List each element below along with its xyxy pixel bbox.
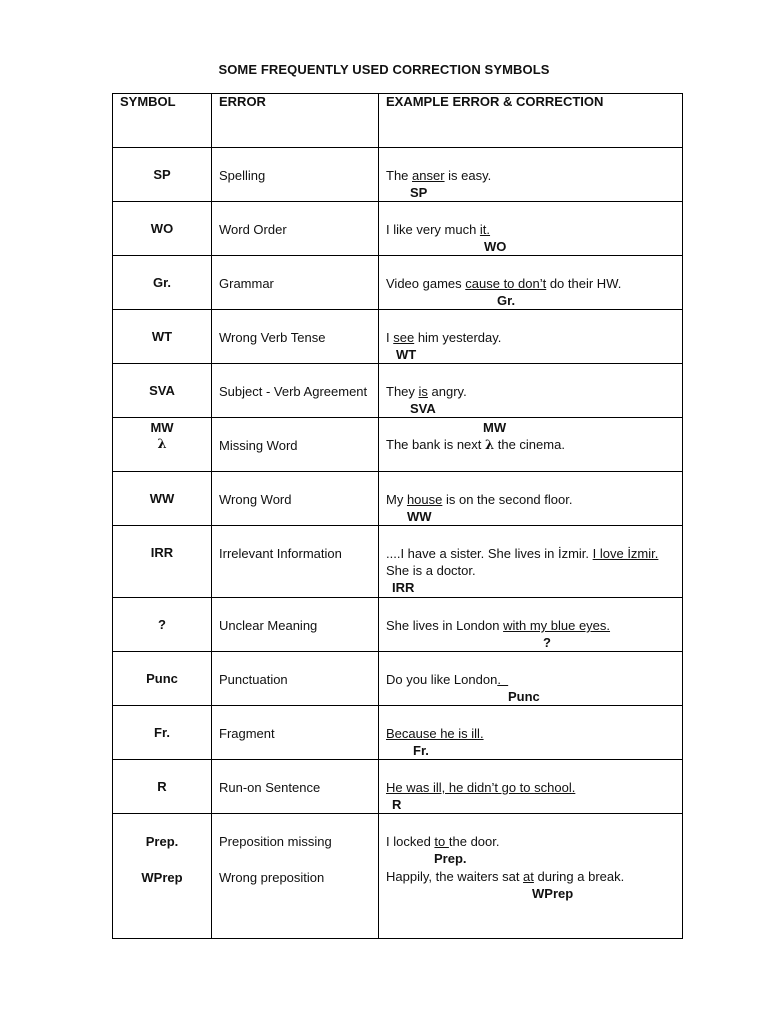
caret-lambda-icon: λ <box>485 438 495 453</box>
error-cell <box>212 598 379 652</box>
correction-mark: WO <box>484 239 507 254</box>
example-cell <box>379 526 683 598</box>
symbol-text: Punc <box>146 671 178 686</box>
symbol-text: WT <box>151 329 173 344</box>
error-text: Fragment <box>219 726 275 741</box>
example-text: I see him yesterday. <box>386 330 502 345</box>
correction-mark: WT <box>396 347 417 362</box>
table-row <box>113 364 683 418</box>
example-text: ....I have a sister. She lives in İzmir. I love İzmir. She is a doctor. <box>386 546 659 578</box>
example-cell <box>379 706 683 760</box>
symbol-cell <box>113 760 212 814</box>
header-symbol: SYMBOL <box>113 94 212 148</box>
error-cell <box>212 760 379 814</box>
error-cell <box>212 310 379 364</box>
correction-mark: Punc <box>508 689 540 704</box>
symbol-text: Prep. <box>145 834 179 849</box>
error-text: Wrong Word <box>219 492 292 507</box>
symbol-text: Fr. <box>154 725 170 740</box>
error-cell <box>212 418 379 472</box>
symbol-cell <box>113 472 212 526</box>
example-text: They is angry. <box>386 384 467 399</box>
error-cell <box>212 364 379 418</box>
page-title: SOME FREQUENTLY USED CORRECTION SYMBOLS <box>218 62 550 77</box>
example-cell <box>379 418 683 472</box>
example-cell <box>379 202 683 256</box>
symbol-cell <box>113 256 212 310</box>
example-text: Video games cause to don’t do their HW. <box>386 276 622 291</box>
caret-lambda-icon: λ <box>157 437 167 452</box>
symbol-text: R <box>157 779 167 794</box>
error-text: Punctuation <box>219 672 288 687</box>
example-text: The anser is easy. <box>386 168 492 183</box>
symbol-cell <box>113 418 212 472</box>
example-text: Do you like London. <box>386 672 509 687</box>
correction-mark: Gr. <box>497 293 516 308</box>
symbol-text: Gr. <box>152 275 172 290</box>
header-error: ERROR <box>212 94 379 148</box>
table-row <box>113 472 683 526</box>
example-text: I like very much it. <box>386 222 491 237</box>
symbol-cell <box>113 148 212 202</box>
correction-mark: SP <box>410 185 428 200</box>
symbol-text: SP <box>153 167 171 182</box>
error-cell <box>212 706 379 760</box>
example-text: He was ill, he didn’t go to school. <box>386 780 576 795</box>
error-text: Irrelevant Information <box>219 546 342 561</box>
table-row <box>113 148 683 202</box>
error-text: Subject - Verb Agreement <box>219 384 368 399</box>
table-row <box>113 418 683 472</box>
error-text: Run-on Sentence <box>219 780 321 795</box>
correction-mark: Fr. <box>413 743 429 758</box>
table-row <box>113 526 683 598</box>
table-row <box>113 706 683 760</box>
error-text: Unclear Meaning <box>219 618 318 633</box>
table-row <box>113 202 683 256</box>
symbol-cell <box>113 364 212 418</box>
error-cell <box>212 526 379 598</box>
symbol-cell <box>113 652 212 706</box>
error-cell <box>212 652 379 706</box>
correction-mark: R <box>392 797 402 812</box>
example-cell <box>379 814 683 939</box>
table-row <box>113 814 683 939</box>
correction-mark: ? <box>543 635 551 650</box>
correction-mark: SVA <box>410 401 436 416</box>
error-text: Spelling <box>219 168 266 183</box>
table-row <box>113 310 683 364</box>
correction-mark: WW <box>407 509 432 524</box>
error-text: Preposition missing <box>219 834 332 849</box>
example-text: The bank is next λ the cinema. <box>386 437 565 453</box>
error-cell <box>212 814 379 939</box>
table-row <box>113 256 683 310</box>
example-cell <box>379 364 683 418</box>
table-row <box>113 598 683 652</box>
symbol-cell <box>113 706 212 760</box>
table-row <box>113 652 683 706</box>
symbol-text: WPrep <box>141 870 183 885</box>
symbol-text: WO <box>150 221 174 236</box>
error-text: Wrong Verb Tense <box>219 330 326 345</box>
example-text: Happily, the waiters sat at during a break. <box>386 869 625 884</box>
header-example: EXAMPLE ERROR & CORRECTION <box>379 94 683 148</box>
example-text: My house is on the second floor. <box>386 492 573 507</box>
correction-symbols-table <box>112 93 683 939</box>
error-cell <box>212 202 379 256</box>
example-cell <box>379 310 683 364</box>
correction-mark: MW <box>483 420 507 435</box>
symbol-cell <box>113 202 212 256</box>
example-cell <box>379 760 683 814</box>
correction-mark: IRR <box>392 580 415 595</box>
symbol-text: IRR <box>150 545 174 560</box>
error-cell <box>212 472 379 526</box>
symbol-text: SVA <box>149 383 175 398</box>
table-header-row <box>113 94 683 148</box>
error-text: Word Order <box>219 222 287 237</box>
correction-mark: Prep. <box>434 851 467 866</box>
example-text: I locked to the door. <box>386 834 500 849</box>
example-cell <box>379 472 683 526</box>
table-row <box>113 760 683 814</box>
error-text: Grammar <box>219 276 274 291</box>
symbol-text: WW <box>149 491 175 506</box>
symbol-cell <box>113 814 212 939</box>
example-text: She lives in London with my blue eyes. <box>386 618 611 633</box>
error-text: Missing Word <box>219 438 298 453</box>
example-cell <box>379 652 683 706</box>
example-cell <box>379 148 683 202</box>
error-cell <box>212 256 379 310</box>
example-cell <box>379 598 683 652</box>
symbol-cell <box>113 526 212 598</box>
symbol-text: MW <box>150 420 174 435</box>
example-text: Because he is ill. <box>386 726 484 741</box>
symbol-text: ? <box>158 617 166 632</box>
correction-mark: WPrep <box>532 886 574 901</box>
symbol-cell <box>113 598 212 652</box>
symbol-cell <box>113 310 212 364</box>
error-text: Wrong preposition <box>219 870 325 885</box>
error-cell <box>212 148 379 202</box>
example-cell <box>379 256 683 310</box>
